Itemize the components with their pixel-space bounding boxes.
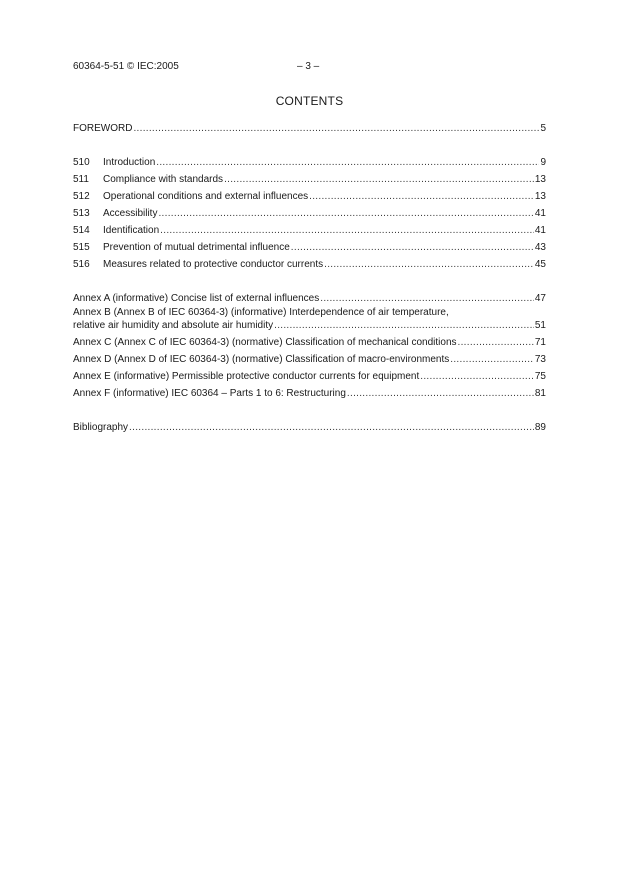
toc-entry-label: relative air humidity and absolute air humidity bbox=[73, 320, 274, 331]
clause-number: 513 bbox=[73, 208, 90, 219]
dot-leader bbox=[224, 173, 534, 187]
toc-entry-label: Annex E (informative) Permissible protective conductor currents for equipment bbox=[73, 371, 420, 382]
page-title: CONTENTS bbox=[275, 94, 344, 108]
page-header bbox=[73, 60, 546, 74]
toc-entry-page: 81 bbox=[534, 388, 546, 399]
dot-leader bbox=[158, 207, 533, 221]
clause-number: 512 bbox=[73, 191, 90, 202]
toc-entry-annex-e[interactable] bbox=[73, 367, 546, 384]
toc-entry-511[interactable] bbox=[73, 170, 546, 187]
toc-entry-label: Annex D (Annex D of IEC 60364-3) (normative) Classification of macro-environments bbox=[73, 354, 450, 365]
toc-entry-page: 13 bbox=[534, 191, 546, 202]
toc-entry-annex-c[interactable] bbox=[73, 333, 546, 350]
toc-entry-page: 41 bbox=[534, 208, 546, 219]
spacer bbox=[73, 136, 546, 153]
toc-entry-label: Measures related to protective conductor currents bbox=[103, 259, 324, 270]
page-number: – 3 – bbox=[297, 61, 320, 72]
toc-entry-page: 41 bbox=[534, 225, 546, 236]
dot-leader bbox=[133, 122, 539, 136]
toc-entry-label: Compliance with standards bbox=[103, 174, 224, 185]
clause-number: 515 bbox=[73, 242, 90, 253]
toc-entry-annex-f[interactable] bbox=[73, 384, 546, 401]
toc-entry-annex-b[interactable] bbox=[73, 306, 546, 333]
clause-number: 511 bbox=[73, 174, 89, 185]
dot-leader bbox=[324, 258, 534, 272]
dot-leader bbox=[450, 353, 534, 367]
toc-entry-label: Identification bbox=[103, 225, 160, 236]
spacer bbox=[73, 272, 546, 289]
toc-entry-page: 89 bbox=[534, 422, 546, 433]
toc-entry-label: Operational conditions and external influences bbox=[103, 191, 309, 202]
toc-entry-512[interactable] bbox=[73, 187, 546, 204]
toc-entry-page: 73 bbox=[534, 354, 546, 365]
toc-entry-annex-a[interactable] bbox=[73, 289, 546, 306]
toc-entry-label: Annex C (Annex C of IEC 60364-3) (normative) Classification of mechanical conditions bbox=[73, 337, 457, 348]
toc-entry-label: Introduction bbox=[103, 157, 156, 168]
dot-leader bbox=[291, 241, 534, 255]
dot-leader bbox=[160, 224, 534, 238]
clause-number: 510 bbox=[73, 157, 90, 168]
dot-leader bbox=[420, 370, 534, 384]
dot-leader bbox=[129, 421, 534, 435]
toc-entry-page: 43 bbox=[534, 242, 546, 253]
toc-entry-continuation bbox=[73, 320, 546, 333]
toc-entry-foreword[interactable] bbox=[73, 119, 546, 136]
dot-leader bbox=[347, 387, 534, 401]
clause-number: 516 bbox=[73, 259, 90, 270]
toc-entry-515[interactable] bbox=[73, 238, 546, 255]
toc-entry-page: 47 bbox=[534, 293, 546, 304]
dot-leader bbox=[274, 320, 534, 333]
table-of-contents bbox=[73, 119, 546, 435]
toc-entry-label: Prevention of mutual detrimental influence bbox=[103, 242, 290, 253]
toc-entry-514[interactable] bbox=[73, 221, 546, 238]
dot-leader bbox=[309, 190, 534, 204]
toc-entry-label: Accessibility bbox=[103, 208, 158, 219]
toc-entry-bibliography[interactable] bbox=[73, 418, 546, 435]
clause-number: 514 bbox=[73, 225, 90, 236]
toc-entry-516[interactable] bbox=[73, 255, 546, 272]
dot-leader bbox=[320, 292, 534, 306]
toc-entry-page: 13 bbox=[534, 174, 546, 185]
dot-leader bbox=[156, 156, 539, 170]
toc-entry-page: 45 bbox=[534, 259, 546, 270]
toc-entry-page: 5 bbox=[540, 123, 546, 134]
toc-entry-513[interactable] bbox=[73, 204, 546, 221]
toc-entry-page: 71 bbox=[534, 337, 546, 348]
toc-entry-annex-d[interactable] bbox=[73, 350, 546, 367]
spacer bbox=[73, 401, 546, 418]
toc-entry-page: 75 bbox=[534, 371, 546, 382]
toc-entry-label: Annex B (Annex B of IEC 60364-3) (informative) Interdependence of air temperature, bbox=[73, 307, 449, 318]
toc-entry-label: Bibliography bbox=[73, 422, 129, 433]
dot-leader bbox=[458, 336, 534, 350]
toc-entry-page: 51 bbox=[534, 320, 546, 331]
toc-entry-label: Annex F (informative) IEC 60364 – Parts 1 to 6: Restructuring bbox=[73, 388, 346, 399]
toc-entry-page: 9 bbox=[540, 157, 546, 168]
document-reference: 60364-5-51 © IEC:2005 bbox=[73, 61, 179, 72]
toc-entry-label: Annex A (informative) Concise list of external influences bbox=[73, 293, 320, 304]
toc-entry-label: FOREWORD bbox=[73, 123, 133, 134]
toc-entry-510[interactable] bbox=[73, 153, 546, 170]
